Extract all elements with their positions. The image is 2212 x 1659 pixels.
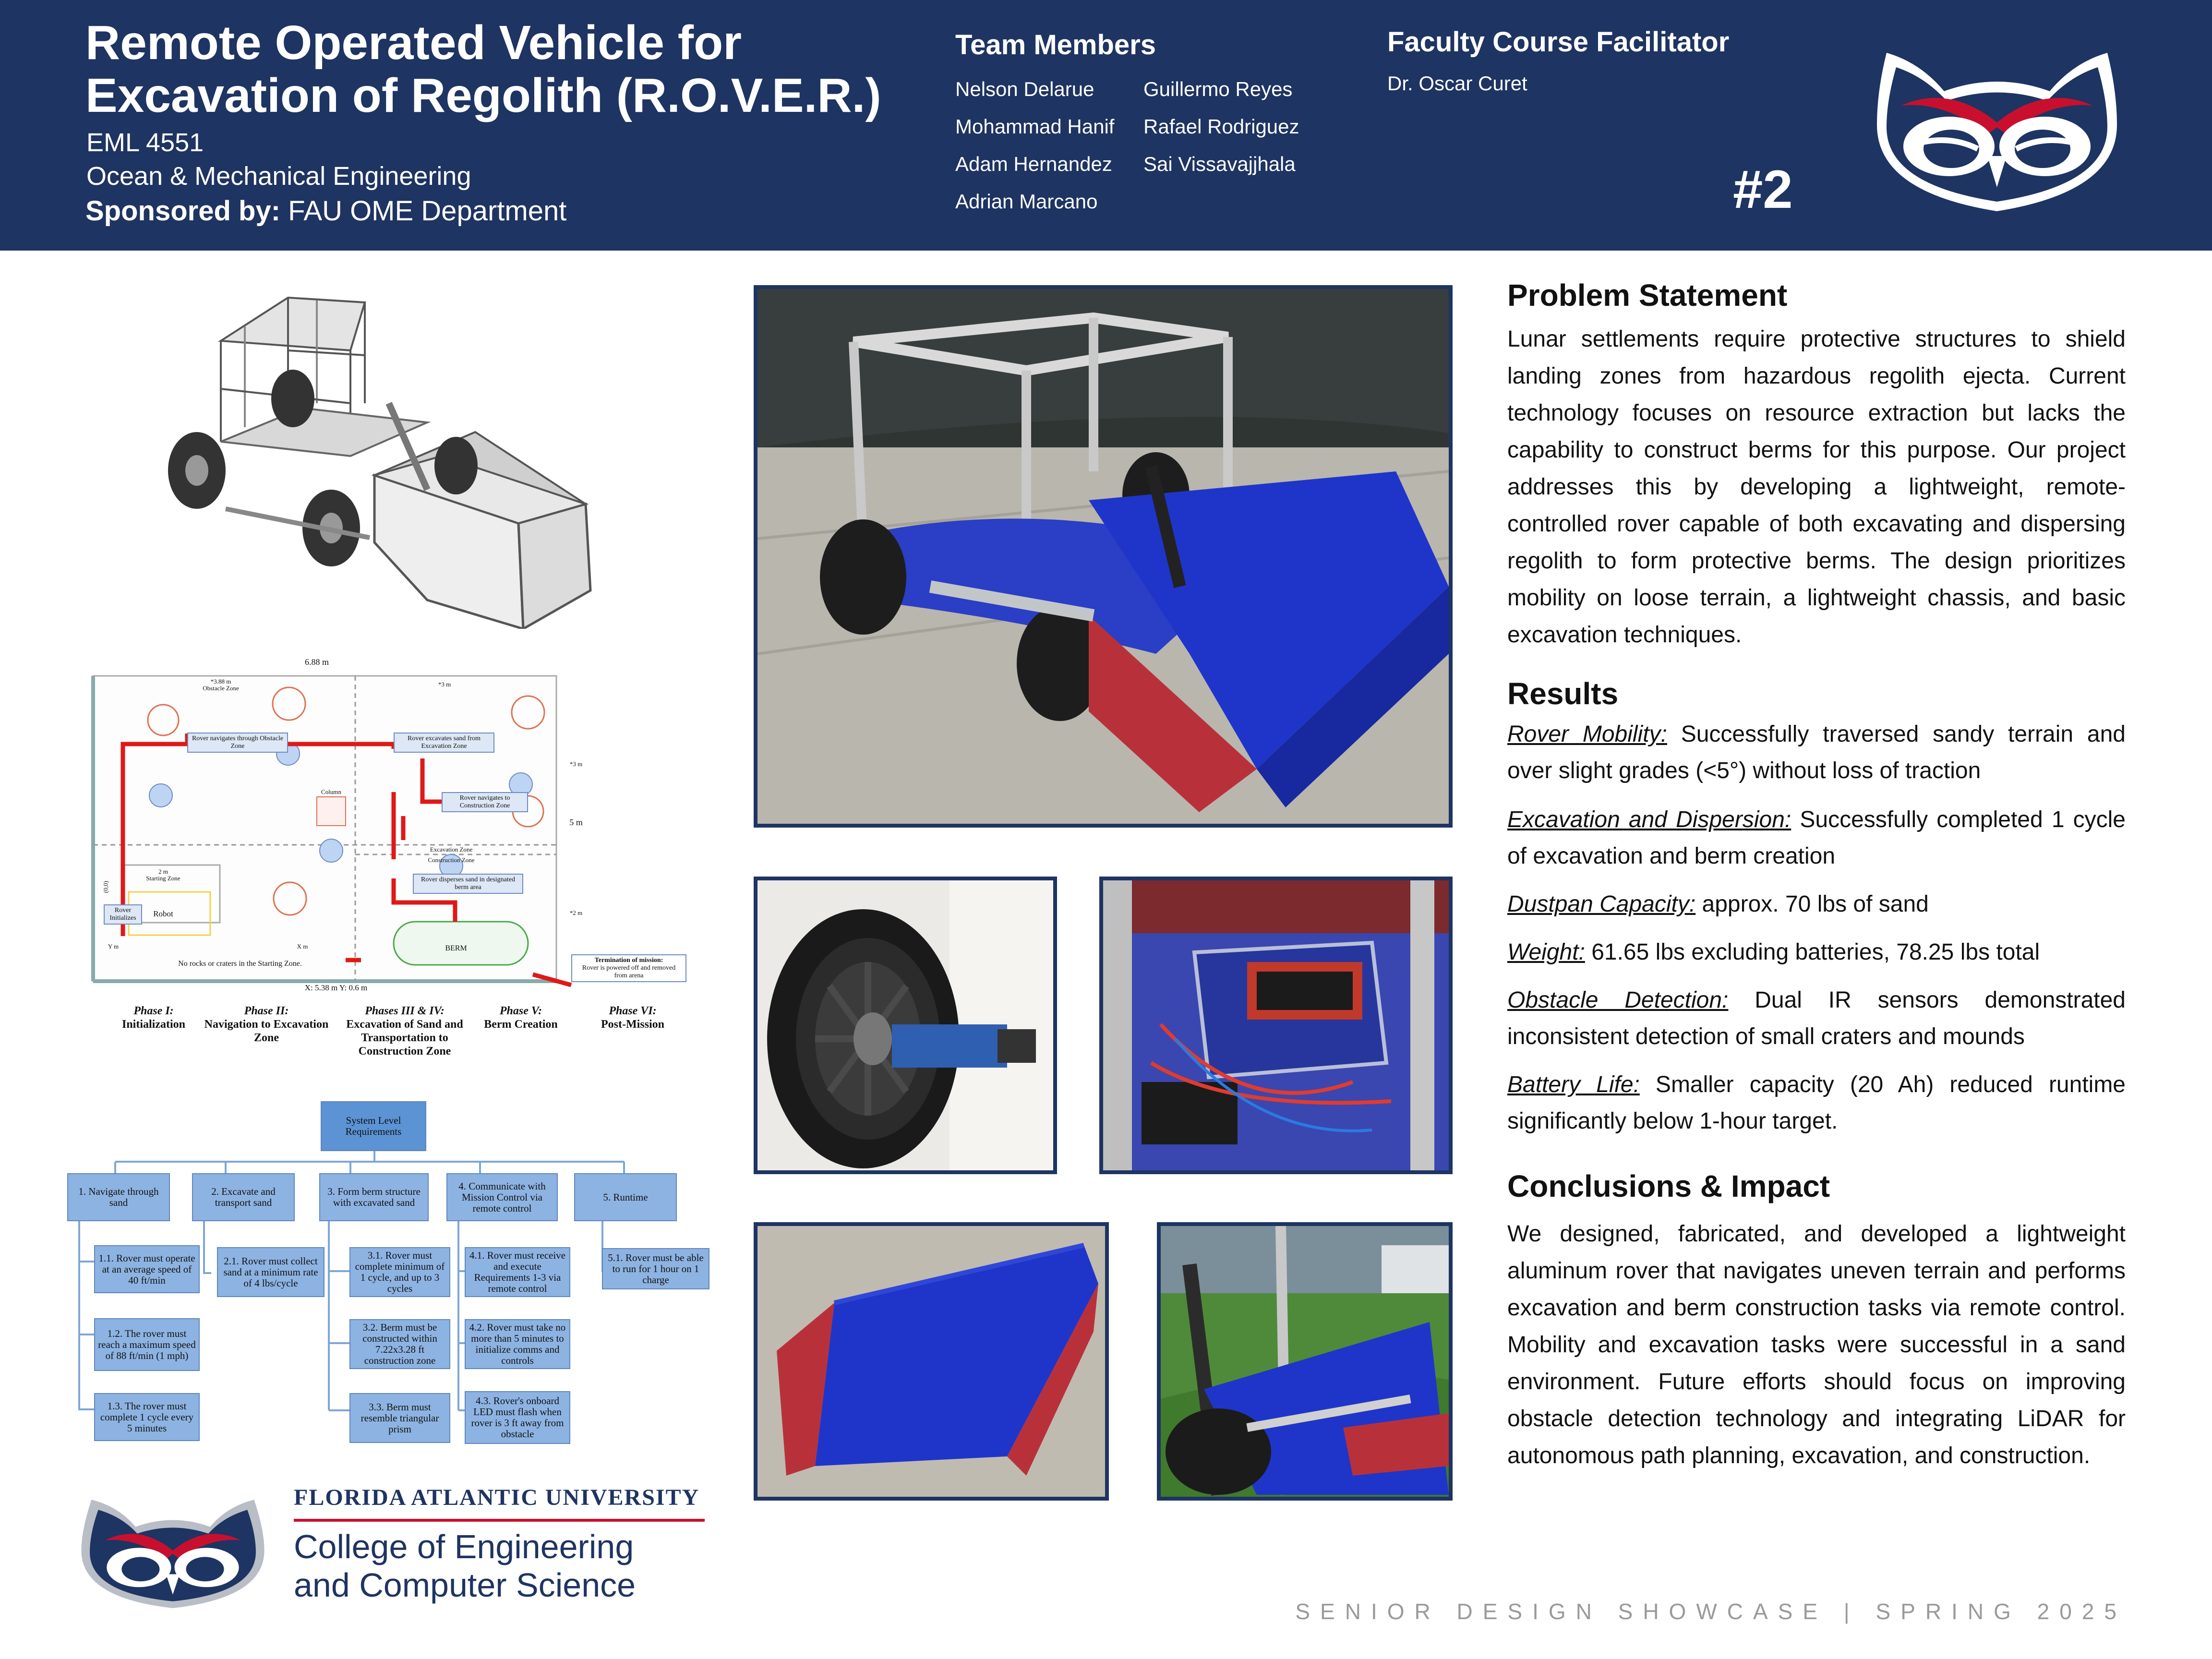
two-m-label: *2 m	[569, 909, 583, 916]
faculty-name: Dr. Oscar Curet	[1387, 72, 1527, 95]
req-1-1: 1.1. Rover must operate at an average speed of 40 ft/min	[94, 1245, 200, 1293]
req-4-2: 4.2. Rover must take no more than 5 minutes to initialize comms and controls	[465, 1319, 570, 1369]
result-battery: Battery Life: Smaller capacity (20 Ah) reduced runtime significantly below 1-hour target.	[1507, 1072, 2126, 1134]
step-disperse: Rover disperses sand in designated berm area	[413, 874, 523, 894]
dustpan-photo	[754, 1222, 1109, 1501]
req-cat-2: 2. Excavate and transport sand	[192, 1173, 295, 1221]
arena-diagram	[86, 653, 701, 992]
wheel-photo	[754, 877, 1057, 1174]
header-banner	[0, 0, 2212, 251]
team-member: Rafael Rodriguez	[1143, 115, 1299, 138]
team-member: Adrian Marcano	[955, 190, 1098, 213]
req-4-1: 4.1. Rover must receive and execute Requirements 1-3 via remote control	[465, 1247, 570, 1297]
termination-box: Termination of mission: Rover is powered off and removed from arena	[571, 954, 686, 982]
problem-text: Lunar settlements require protective structures to shield landing zones from hazardous regolith ejecta. Current technology focuses on resource extraction but lacks the capability to construct berms for this purpose. Our project addresses this by developing a lightweight, remote-controlled rover capable of both excavating and dispersing regolith to form protective berms. The design prioritizes mobility on loose terrain, a lightweight chassis, and basic excavation techniques.	[1507, 326, 2126, 648]
sponsor-line: Sponsored by: FAU OME Department	[85, 195, 567, 227]
course-code: EML 4551	[86, 128, 204, 157]
conclusions-heading: Conclusions & Impact	[1507, 1169, 1830, 1203]
req-1-3: 1.3. The rover must complete 1 cycle every 5 minutes	[94, 1393, 200, 1441]
req-cat-5: 5. Runtime	[574, 1173, 677, 1221]
team-member: Sai Vissavajjhala	[1143, 153, 1296, 175]
college-name-line1: College of Engineering	[294, 1528, 634, 1565]
phase-6: Phase VI: Post-Mission	[601, 1005, 664, 1031]
req-3-2: 3.2. Berm must be constructed within 7.22x3.28 ft construction zone	[349, 1319, 450, 1369]
arena-map-graphic	[86, 653, 701, 992]
req-cat-3: 3. Form berm structure with excavated sand	[319, 1173, 429, 1221]
team-member: Adam Hernandez	[955, 153, 1112, 175]
phase-2: Phase II: Navigation to Excavation Zone	[204, 1005, 329, 1044]
results-heading: Results	[1507, 676, 1619, 711]
faculty-heading: Faculty Course Facilitator	[1387, 26, 1730, 58]
req-root: System Level Requirements	[321, 1101, 426, 1151]
y-axis-label: Y m	[108, 943, 119, 950]
x-axis-label: X m	[297, 943, 308, 950]
req-4-3: 4.3. Rover's onboard LED must flash when rover is 3 ft away from obstacle	[465, 1391, 570, 1444]
team-member: Guillermo Reyes	[1143, 78, 1293, 100]
three-m-label: *3 m	[438, 681, 451, 688]
phase-3-4: Phases III & IV: Excavation of Sand and Transportation to Construction Zone	[346, 1005, 463, 1058]
rover-photo-main	[754, 285, 1453, 828]
req-5-1: 5.1. Rover must be able to run for 1 hour on 1 charge	[602, 1248, 709, 1289]
poster-number: #2	[1733, 159, 1793, 219]
obstacle-zone-label: Obstacle Zone	[203, 685, 239, 692]
construction-zone-label: Construction Zone	[428, 856, 475, 864]
req-1-2: 1.2. The rover must reach a maximum speed of 88 ft/min (1 mph)	[94, 1318, 200, 1371]
phase-1: Phase I: Initialization	[121, 1005, 185, 1031]
team-member: Nelson Delarue	[955, 78, 1094, 100]
team-member: Mohammad Hanif	[955, 115, 1115, 138]
result-excavation: Excavation and Dispersion: Successfully completed 1 cycle of excavation and berm creation	[1507, 807, 2126, 869]
origin-label: (0,0)	[102, 881, 109, 893]
step-navigate-construction: Rover navigates to Construction Zone	[442, 792, 528, 812]
electronics-photo	[1099, 877, 1453, 1174]
column-label: Column	[321, 788, 341, 795]
problem-heading: Problem Statement	[1507, 278, 1788, 313]
req-3-3: 3.3. Berm must resemble triangular prism	[349, 1393, 450, 1443]
owl-logo-icon	[1848, 34, 2146, 216]
result-capacity: Dustpan Capacity: approx. 70 lbs of sand	[1507, 891, 1929, 917]
step-excavate: Rover excavates sand from Excavation Zone	[394, 733, 494, 753]
cad-render-figure	[158, 283, 610, 629]
phase-5: Phase V: Berm Creation	[484, 1005, 558, 1031]
req-cat-4: 4. Communicate with Mission Control via remote control	[446, 1173, 558, 1221]
excavation-zone-label: Excavation Zone	[430, 846, 473, 853]
team-heading: Team Members	[955, 29, 1156, 60]
no-rocks-note: No rocks or craters in the Starting Zone.	[178, 960, 302, 968]
result-weight: Weight: 61.65 lbs excluding batteries, 78.25 lbs total	[1507, 939, 2040, 965]
university-name: FLORIDA ATLANTIC UNIVERSITY	[294, 1485, 700, 1510]
owl-logo-footer-icon	[67, 1493, 278, 1608]
starting-zone-label: Starting Zone	[146, 875, 180, 882]
step-initialize: Rover Initializes	[104, 904, 142, 925]
result-mobility: Rover Mobility: Successfully traversed sandy terrain and over slight grades (<5°) without loss of traction	[1507, 721, 2126, 783]
field-test-photo	[1157, 1222, 1453, 1501]
conclusions-text: We designed, fabricated, and developed a lightweight aluminum rover that navigates uneven terrain and performs excavation and berm construction tasks via remote control. Mobility and excavation tasks were successful in a sand environment. Future efforts should focus on improving obstacle detection technology and integrating LiDAR for autonomous path planning, excavation, and construction.	[1507, 1221, 2126, 1468]
obstacle-width-label: *3.88 m	[210, 678, 231, 685]
starting-zone-size: 2 m	[158, 868, 168, 875]
college-name-line2: and Computer Science	[294, 1566, 636, 1604]
berm-label: BERM	[445, 944, 467, 952]
req-2-1: 2.1. Rover must collect sand at a minimum rate of 4 lbs/cycle	[217, 1247, 325, 1297]
arena-width-label: 6.88 m	[304, 657, 329, 667]
poster-title: Remote Operated Vehicle for Excavation of Regolith (R.O.V.E.R.)	[85, 16, 881, 122]
showcase-label: SENIOR DESIGN SHOWCASE | SPRING 2025	[1295, 1599, 2127, 1624]
req-3-1: 3.1. Rover must complete minimum of 1 cycle, and up to 3 cycles	[349, 1247, 450, 1297]
right-3m-label: *3 m	[569, 760, 583, 768]
req-cat-1: 1. Navigate through sand	[67, 1173, 170, 1221]
step-navigate-obstacle: Rover navigates through Obstacle Zone	[187, 733, 288, 753]
university-divider	[294, 1519, 705, 1522]
coords-label: X: 5.38 m Y: 0.6 m	[304, 983, 368, 992]
result-obstacle: Obstacle Detection: Dual IR sensors demonstrated inconsistent detection of small craters and mounds	[1507, 987, 2126, 1049]
robot-label: Robot	[153, 909, 173, 918]
five-m-label: 5 m	[569, 817, 583, 827]
department: Ocean & Mechanical Engineering	[86, 162, 471, 191]
